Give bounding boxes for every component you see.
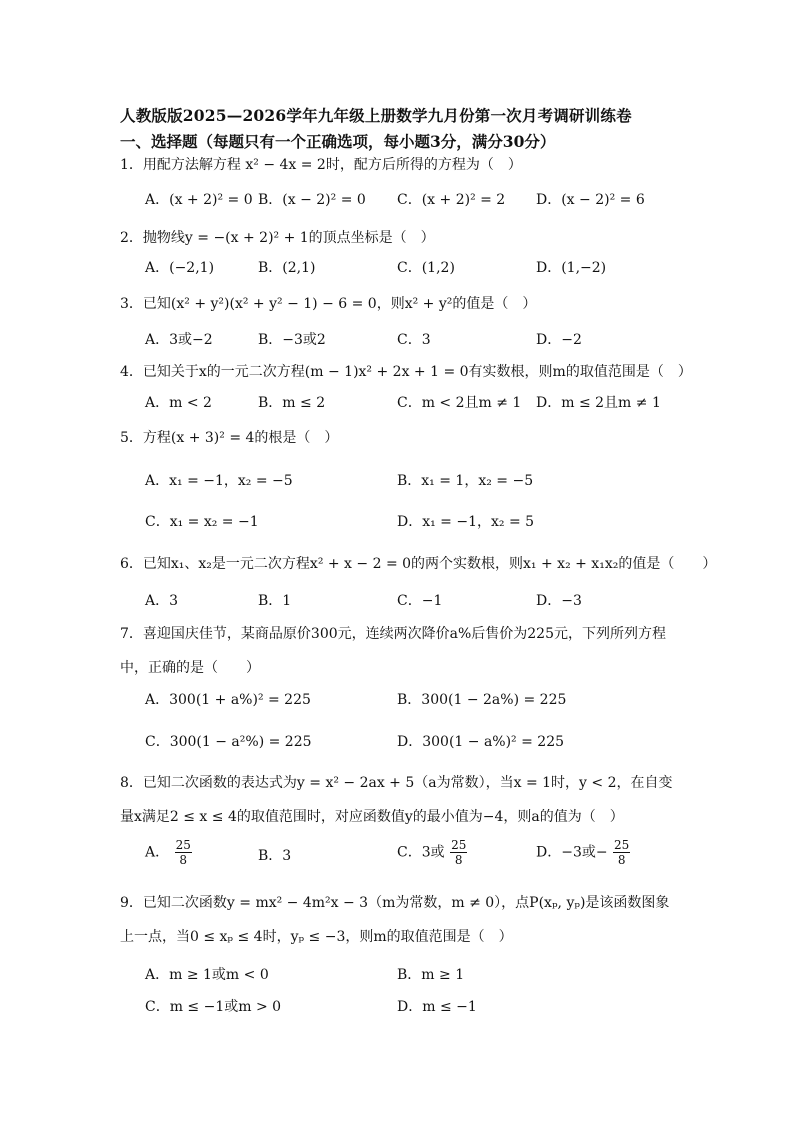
question-7-option-d: D．300(1 − a%)² = 225 [397,734,565,750]
question-2-option-c: C．(1,2) [397,260,455,276]
question-9-stem: 9．已知二次函数y = mx² − 4m²x − 3（m为常数，m ≠ 0），点P(xₚ, yₚ)是该函数图象上一点，当0 ≤ xₚ ≤ 4时，yₚ ≤ −3，则m的取值范围是（ ） [120,895,670,945]
question-3-option-d: D．−2 [536,332,582,348]
question-9-option-c: C．m ≤ −1或m > 0 [145,999,282,1015]
question-9-option-d: D．m ≤ −1 [397,999,477,1015]
question-8-stem: 8．已知二次函数的表达式为y = x² − 2ax + 5（a为常数），当x = 1时，y < 2，在自变量x满足2 ≤ x ≤ 4的取值范围时，对应函数值y的最小值为−4，则a的值为（ ） [120,775,673,825]
fraction-denominator: 8 [179,853,188,867]
question-8-option-a [145,838,193,867]
option-d-label: D．−3或− [536,844,608,861]
fraction-numerator: 25 [451,838,467,852]
question-6-option-d: D．−3 [536,593,582,609]
question-8-option-d [536,838,631,867]
question-2-option-d: D．(1,−2) [536,260,607,276]
question-5-option-a: A．x₁ = −1，x₂ = −5 [145,473,293,489]
exam-title: 人教版版2025—2026学年九年级上册数学九月份第一次月考调研训练卷 [120,106,632,125]
question-3-stem: 3．已知(x² + y²)(x² + y² − 1) − 6 = 0，则x² + y²的值是（ ） [120,296,537,312]
fraction-25-over-8 [175,838,192,867]
section-heading: 一、选择题（每题只有一个正确选项，每小题3分，满分30分） [120,132,556,151]
question-7-option-b: B．300(1 − 2a%) = 225 [397,692,567,708]
option-c-label: C．3或 [397,844,445,861]
question-5-option-c: C．x₁ = x₂ = −1 [145,514,259,530]
question-8-option-c [397,838,468,867]
question-4-option-c: C．m < 2且m ≠ 1 [397,395,522,411]
question-8-option-b: B．3 [258,848,292,864]
question-2-stem: 2．抛物线y = −(x + 2)² + 1的顶点坐标是（ ） [120,230,435,246]
question-6-option-a: A．3 [145,593,179,609]
option-a-label: A． [145,844,170,861]
question-2-option-b: B．(2,1) [258,260,316,276]
fraction-denominator: 8 [454,853,463,867]
fraction-numerator: 25 [175,838,191,852]
question-5-option-d: D．x₁ = −1，x₂ = 5 [397,514,535,530]
question-1-option-a: A．(x + 2)² = 0 [145,192,253,208]
question-4-option-d: D．m ≤ 2且m ≠ 1 [536,395,661,411]
fraction-25-over-8 [450,838,467,867]
question-3-option-a: A．3或−2 [145,332,213,348]
fraction-denominator: 8 [617,853,626,867]
question-1-stem: 1．用配方法解方程 x² − 4x = 2时，配方后所得的方程为（ ） [120,157,522,173]
question-4-stem: 4．已知关于x的一元二次方程(m − 1)x² + 2x + 1 = 0有实数根，则m的取值范围是（ ） [120,364,692,380]
question-3-option-b: B．−3或2 [258,332,326,348]
question-4-option-a: A．m < 2 [145,395,212,411]
question-1-option-c: C．(x + 2)² = 2 [397,192,506,208]
question-6-stem: 6．已知x₁、x₂是一元二次方程x² + x − 2 = 0的两个实数根，则x₁ + x₂ + x₁x₂的值是（ ） [120,556,717,572]
fraction-25-over-8 [613,838,630,867]
question-5-stem: 5．方程(x + 3)² = 4的根是（ ） [120,430,339,446]
question-9-option-b: B．m ≥ 1 [397,967,465,983]
question-6-option-b: B．1 [258,593,292,609]
question-6-option-c: C．−1 [397,593,443,609]
fraction-numerator: 25 [614,838,630,852]
question-7-stem: 7．喜迎国庆佳节，某商品原价300元，连续两次降价a%后售价为225元，下列所列方程中，正确的是（ ） [120,626,666,676]
question-9-option-a: A．m ≥ 1或m < 0 [145,967,269,983]
question-7-option-a: A．300(1 + a%)² = 225 [145,692,311,708]
question-1-option-d: D．(x − 2)² = 6 [536,192,645,208]
question-4-option-b: B．m ≤ 2 [258,395,326,411]
question-3-option-c: C．3 [397,332,431,348]
question-1-option-b: B．(x − 2)² = 0 [258,192,366,208]
question-5-option-b: B．x₁ = 1，x₂ = −5 [397,473,534,489]
question-2-option-a: A．(−2,1) [145,260,215,276]
question-7-option-c: C．300(1 − a²%) = 225 [145,734,312,750]
